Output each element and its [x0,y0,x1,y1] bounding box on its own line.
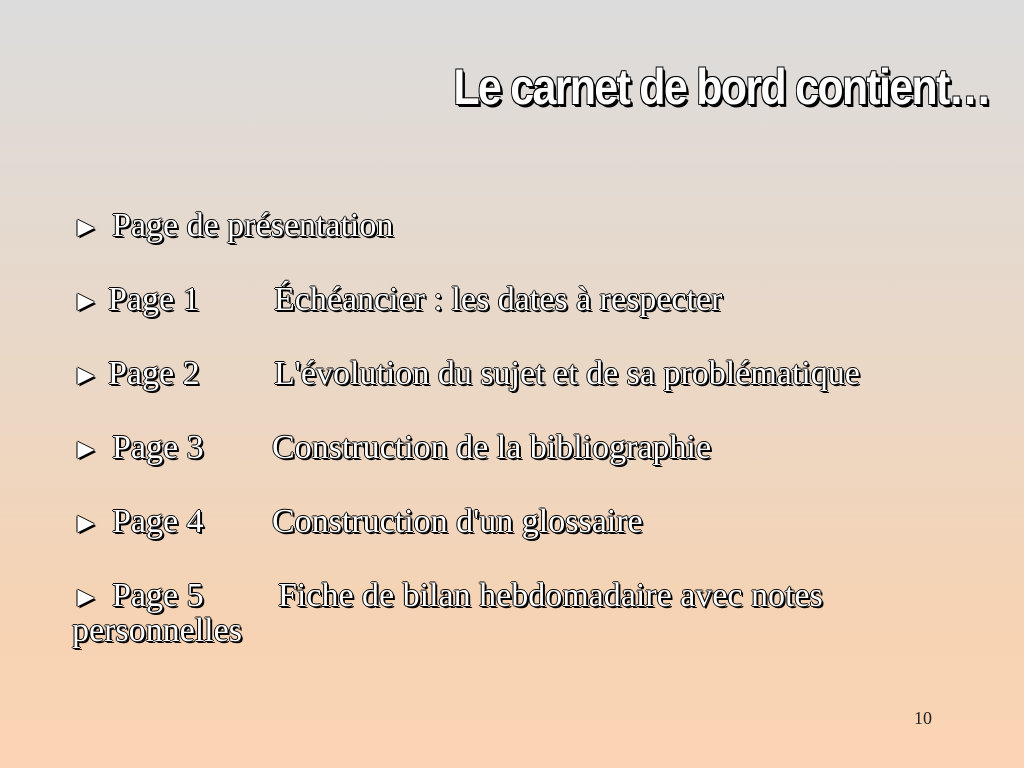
slide-number: 10 [914,708,932,728]
list-item [72,353,972,397]
bullet-arrow-icon: ► [72,508,100,539]
list-item [72,205,972,249]
list-item [72,427,972,471]
item-text: Page de présentation [112,207,394,244]
item-text: Échéancier : les dates à respecter [274,281,723,318]
list-item [72,575,972,649]
bullet-arrow-icon: ► [72,360,100,391]
bullet-arrow-icon: ► [72,582,100,613]
item-page: Page 5 [112,577,204,614]
content-list [72,205,972,679]
list-item [72,501,972,545]
slide-title: Le carnet de bord contient… [453,59,990,115]
item-page: Page 1 [108,281,200,318]
item-text: Construction de la bibliographie [272,429,712,466]
item-page: Page 2 [108,355,200,392]
item-page: Page 4 [112,503,204,540]
bullet-arrow-icon: ► [72,212,100,243]
item-text: L'évolution du sujet et de sa problématique [274,355,860,392]
bullet-arrow-icon: ► [72,434,100,465]
item-text-continuation: personnelles [72,612,242,649]
bullet-arrow-icon: ► [72,286,100,317]
item-text: Construction d'un glossaire [272,503,643,540]
item-page: Page 3 [112,429,204,466]
list-item [72,279,972,323]
item-text: Fiche de bilan hebdomadaire avec notes [278,577,823,614]
